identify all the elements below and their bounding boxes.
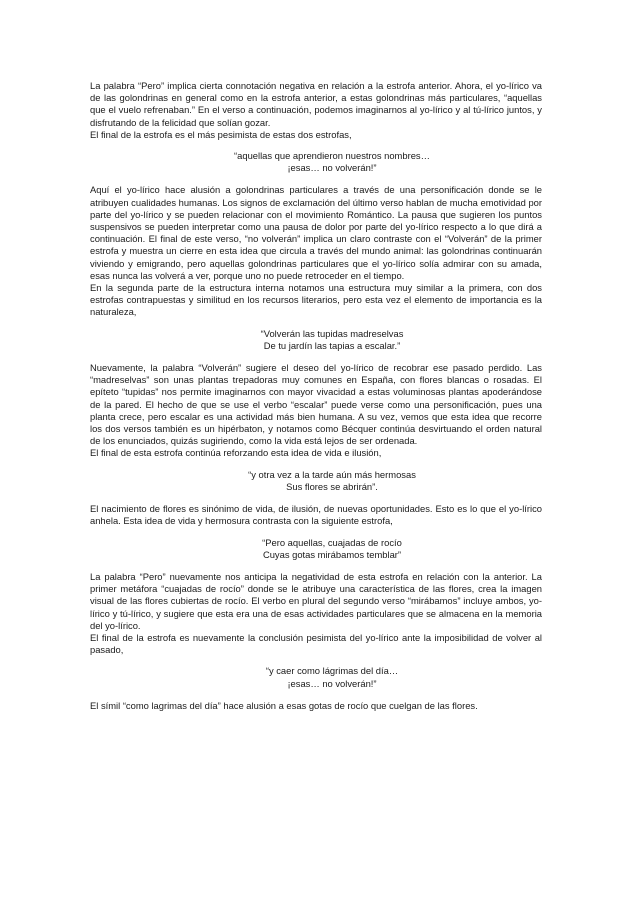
paragraph-text: La palabra “Pero” nuevamente nos anticipa la negatividad de esta estrofa en relación con la anterior. La primer metáfora “cuajadas de rocío” donde se le atribuye una característica de las flores, crea la imagen visual de las flores cubiertas de rocío. El verbo en plural del segundo verso “mirábamos” incluye ambos, yo-lírico y tú-lírico, y sugiere que esta era una de esas actividades particulares que se almacena en la memoria del yo-lírico.: [90, 570, 542, 631]
verse-line: “y caer como lágrimas del día…: [265, 665, 399, 677]
verse-quote-3: [90, 469, 542, 493]
paragraph-text: El final de la estrofa es nuevamente la conclusión pesimista del yo-lírico ante la imposibilidad de volver al pasado,: [90, 631, 542, 656]
paragraph-text: El símil “como lagrimas del día” hace alusión a esas gotas de rocío que cuelgan de las flores.: [90, 699, 478, 711]
paragraph-text: Nuevamente, la palabra “Volverán” sugiere el deseo del yo-lírico de recobrar ese pasado perdido. Las “madreselvas” son unas plantas trepadoras muy comunes en España, con flores blancas o rosadas. El epíteto “tupidas” nos permite imaginarnos con mayor vivacidad a estas voluminosas plantas apoderándose de la pared. El hecho de que se use el verbo “escalar” puede verse como una personificación, pues una planta crece, pero escalar es una actividad más bien humana. A su vez, vemos que esta idea que recorre los dos versos también es un hipérbaton, y notamos como Bécquer continúa desvirtuando el orden natural de los enunciados, quizás sugiriendo, como la vida está lejos de ser ordenada.: [90, 362, 542, 447]
verse-line: “aquellas que aprendieron nuestros nombres…: [234, 150, 430, 162]
paragraph-2: [90, 184, 542, 318]
paragraph-4: [90, 503, 542, 527]
verse-line: De tu jardín las tapias a escalar.”: [263, 339, 401, 351]
paragraph-text: La palabra “Pero” implica cierta connotación negativa en relación a la estrofa anterior. Ahora, el yo-lírico va de las golondrinas en general como en la estrofa anterior, a estas golondrinas más particulares, “aquellas que el vuelo refrenaban.” En el verso a continuación, podemos imaginarnos al yo-lírico y al tú-lírico juntos, y disfrutando de la felicidad que solían gozar.: [90, 80, 542, 128]
verse-line: “Pero aquellas, cuajadas de rocío: [262, 536, 402, 548]
paragraph-5: [90, 571, 542, 656]
paragraph-text: El final de la estrofa es el más pesimista de estas dos estrofas,: [90, 128, 352, 140]
verse-quote-5: [90, 665, 542, 689]
paragraph-text: En la segunda parte de la estructura interna notamos una estructura muy similar a la primera, con dos estrofas contrapuestas y similitud en los recursos literarios, pero esta vez el elemento de importancia es la naturaleza,: [90, 282, 542, 318]
verse-quote-2: [90, 328, 542, 352]
paragraph-1: [90, 80, 542, 141]
verse-line: “Volverán las tupidas madreselvas: [260, 327, 404, 339]
verse-line: Cuyas gotas mirábamos temblar”: [262, 548, 402, 560]
paragraph-text: Aquí el yo-lírico hace alusión a golondrinas particulares a través de una personificación donde se le atribuyen cualidades humanas. Los signos de exclamación del último verso hablan de mucha emotividad por parte del yo-lírico y se pueden relacionar con el movimiento Romántico. La pausa que sugieren los puntos suspensivos se pueden interpretar como una pausa de dolor por parte del yo-lírico respecto a lo que dirá a continuación. El final de este verso, “no volverán” implica un claro contraste con el “Volverán” de la primer estrofa y muestra un cierre en esta idea que circula a través del mundo animal: las golondrinas continuarán viviendo y emigrando, pero aquellas golondrinas particulares que el yo-lírico solía admirar con su amada, esas nunca las volverá a ver, porque uno no puede retroceder en el tiempo.: [90, 184, 542, 281]
verse-line: ¡esas… no volverán!”: [287, 162, 377, 174]
verse-line: ¡esas… no volverán!”: [287, 677, 377, 689]
verse-line: “y otra vez a la tarde aún más hermosas: [248, 468, 416, 480]
verse-line: Sus flores se abrirán”.: [286, 480, 378, 492]
paragraph-text: El final de esta estrofa continúa reforzando esta idea de vida e ilusión,: [90, 447, 382, 459]
verse-quote-4: [90, 537, 542, 561]
paragraph-text: El nacimiento de flores es sinónimo de vida, de ilusión, de nuevas oportunidades. Esto es lo que el yo-lírico anhela. Esta idea de vida y hermosura contrasta con la siguiente estrofa,: [90, 503, 542, 527]
paragraph-6: [90, 700, 542, 712]
verse-quote-1: [90, 150, 542, 174]
paragraph-3: [90, 362, 542, 460]
document-page: [90, 80, 542, 712]
